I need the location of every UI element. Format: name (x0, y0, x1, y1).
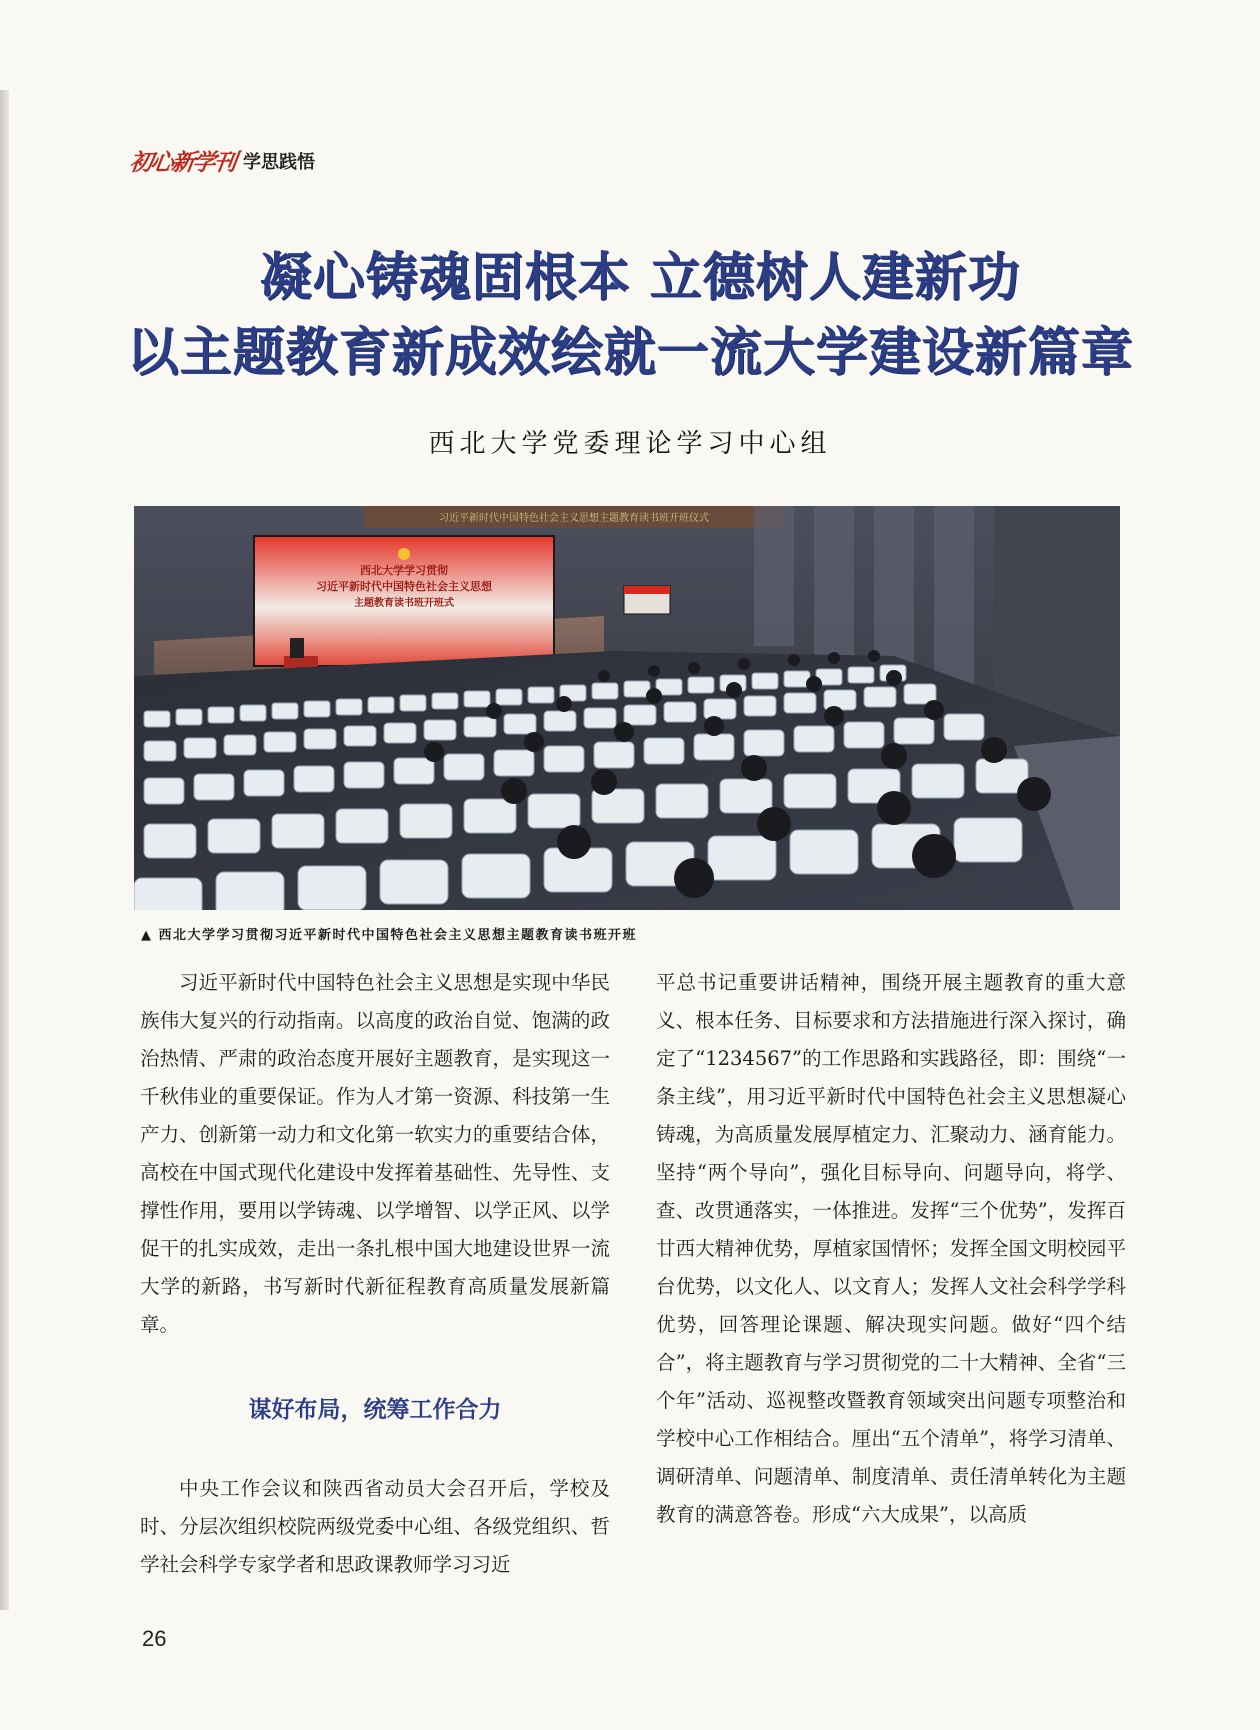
article-author: 西北大学党委理论学习中心组 (428, 429, 832, 459)
screen-line-2: 习近平新时代中国特色社会主义思想 (316, 580, 492, 593)
column-name: 学思践悟 (243, 151, 315, 173)
photo-caption: ▲ 西北大学学习贯彻习近平新时代中国特色社会主义思想主题教育读书班开班 (141, 928, 638, 943)
page-number: 26 (142, 1626, 167, 1651)
paragraph-intro: 习近平新时代中国特色社会主义思想是实现中华民族伟大复兴的行动指南。以高度的政治自觉、饱满的政治热情、严肃的政治态度开展好主题教育，是实现这一千秋伟业的重要保证。作为人才第一资源、科技第一生产力、创新第一动力和文化第一软实力的重要结合体，高校在中国式现代化建设中发挥着基础性、先导性、支撑性作用，要用以学铸魂、以学增智、以学正风、以学促干的扎实成效，走出一条扎根中国大地建设世界一流大学的新路，书写新时代新征程教育高质量发展新篇章。 (140, 971, 610, 1336)
screen-line-1: 西北大学学习贯彻 (360, 564, 448, 577)
left-column-text (140, 964, 610, 1344)
paragraph-continued: 平总书记重要讲话精神，围绕开展主题教育的重大意义、根本任务、目标要求和方法措施进行深入探讨，确定了“1234567”的工作思路和实践路径，即：围绕“一条主线”，用习近平新时代中国特色社会主义思想凝心铸魂，为高质量发展厚植定力、汇聚动力、涵育能力。坚持“两个导向”，强化目标导向、问题导向，将学、查、改贯通落实，一体推进。发挥“三个优势”，发挥百廿西大精神优势，厚植家国情怀；发挥全国文明校园平台优势，以文化人、以文育人；发挥人文社会科学学科优势，回答理论课题、解决现实问题。做好“四个结合”，将主题教育与学习贯彻党的二十大精神、全省“三个年”活动、巡视整改暨教育领域突出问题专项整治和学校中心工作相结合。厘出“五个清单”，将学习清单、调研清单、问题清单、制度清单、责任清单转化为主题教育的满意答卷。形成“六大成果”，以高质 (656, 971, 1126, 1526)
right-column-text (656, 964, 1126, 1534)
paragraph-section-1: 中央工作会议和陕西省动员大会召开后，学校及时、分层次组织校院两级党委中心组、各级党组织、哲学社会科学专家学者和思政课教师学习习近 (140, 1477, 610, 1576)
column-logo: 初心新学刊 (127, 149, 237, 176)
auditorium-photo (134, 506, 1120, 910)
screen-line-3: 主题教育读书班开班式 (354, 598, 454, 609)
column-header (127, 144, 315, 177)
article-title-line-2: 以主题教育新成效绘就一流大学建设新篇章 (126, 322, 1134, 383)
left-column-text-2 (140, 1470, 610, 1584)
article-title-line-1: 凝心铸魂固根本 立德树人建新功 (259, 247, 1021, 308)
section-heading: 谋好布局，统筹工作合力 (248, 1397, 502, 1423)
ceiling-banner-text: 习近平新时代中国特色社会主义思想主题教育读书班开班仪式 (439, 513, 709, 524)
